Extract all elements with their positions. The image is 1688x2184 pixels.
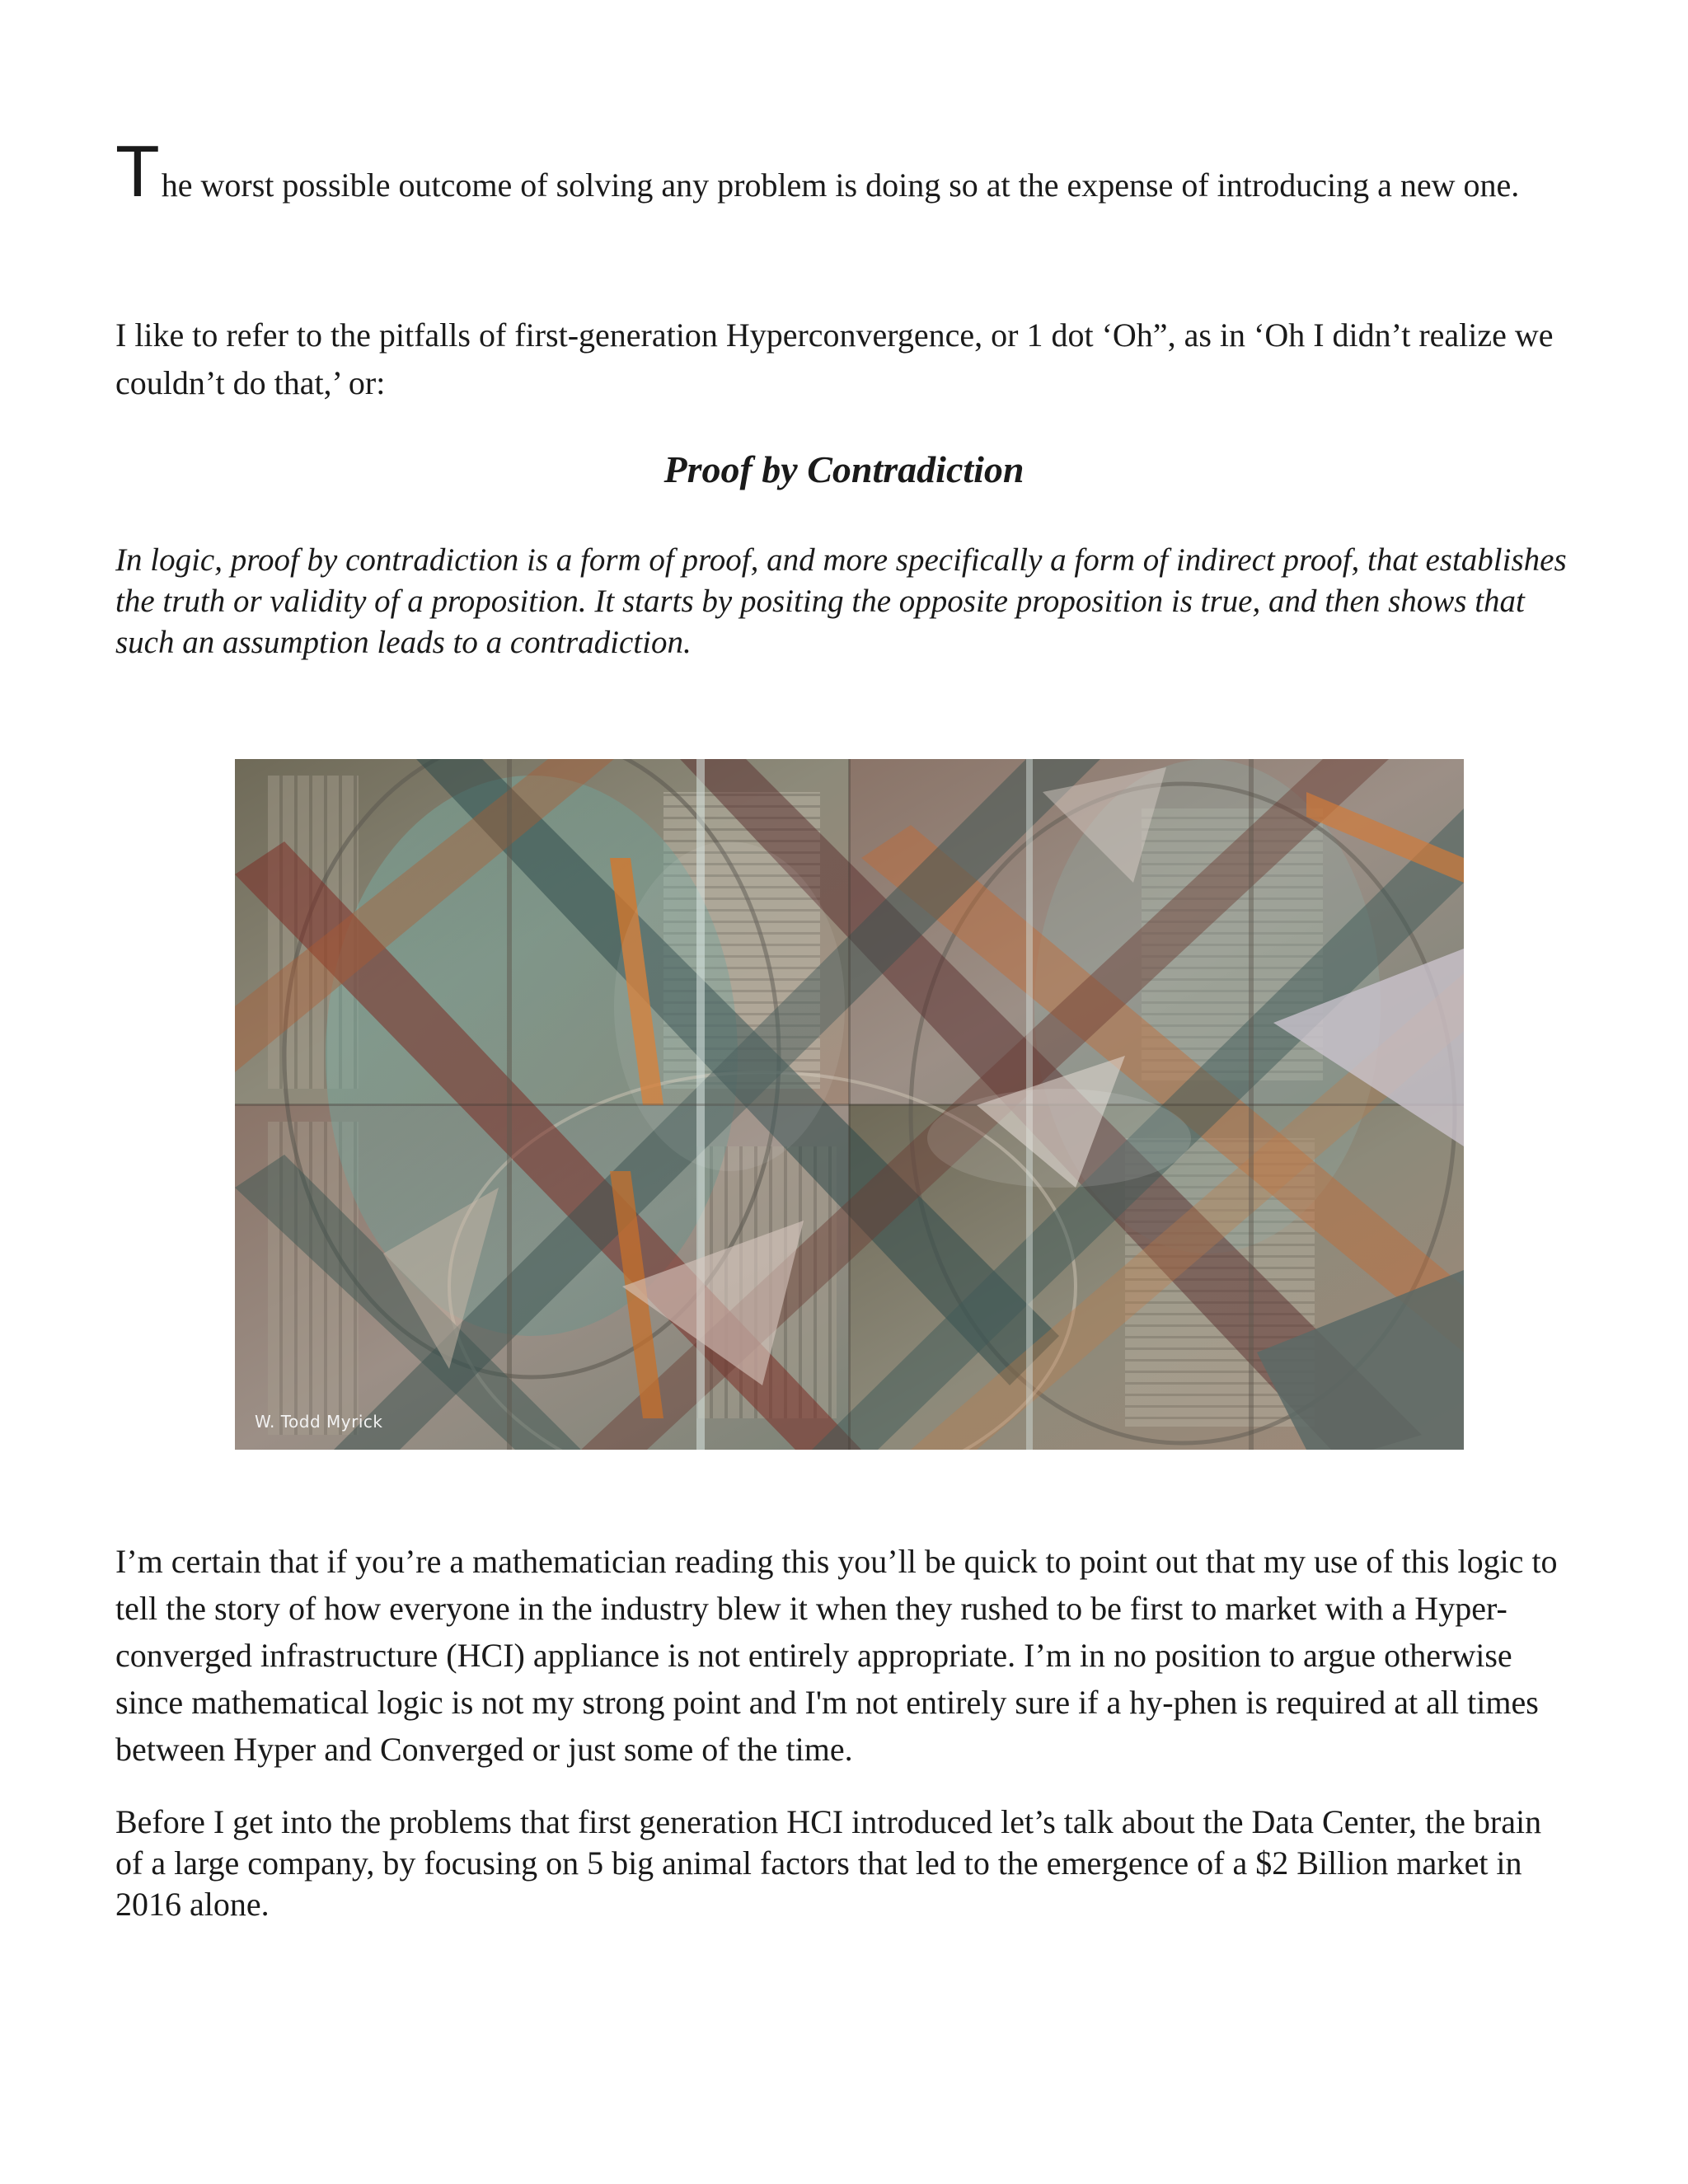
intro-text: he worst possible outcome of solving any problem is doing so at the expense of introducing a new one. — [161, 166, 1520, 204]
abstract-architecture-photo — [235, 759, 1464, 1450]
paragraph-pitfalls: I like to refer to the pitfalls of first-generation Hyperconvergence, or 1 dot ‘Oh”, as in ‘Oh I didn’t realize we couldn’t do that,’ or: — [115, 316, 1554, 401]
paragraph-mathematician: I’m certain that if you’re a mathematician reading this you’ll be quick to point out that my use of this logic to tell the story of how everyone in the industry blew it when they rushed to be first to market with a Hyper-converged infrastructure (HCI) appliance is not entirely appropriate. I’m in no position to argue otherwise since mathematical logic is not my strong point and I'm not entirely sure if a hy-phen is required at all times between Hyper and Converged or just some of the time. — [115, 1543, 1558, 1768]
paragraph-data-center: Before I get into the problems that first generation HCI introduced let’s talk about the Data Center, the brain of a large company, by focusing on 5 big animal factors that led to the emergence of a $2 Billion market in 2016 alone. — [115, 1803, 1542, 1923]
photo-artwork — [235, 759, 1464, 1450]
definition-quote: In logic, proof by contradiction is a form of proof, and more specifically a form of indirect proof, that establishes the truth or validity of a proposition. It starts by positing the opposite proposition is true, and then shows that such an assumption leads to a contradiction. — [115, 542, 1567, 660]
intro-paragraph — [115, 130, 1576, 213]
drop-cap: T — [115, 130, 160, 212]
section-heading: Proof by Contradiction — [663, 448, 1025, 490]
photo-credit: W. Todd Myrick — [255, 1412, 383, 1432]
